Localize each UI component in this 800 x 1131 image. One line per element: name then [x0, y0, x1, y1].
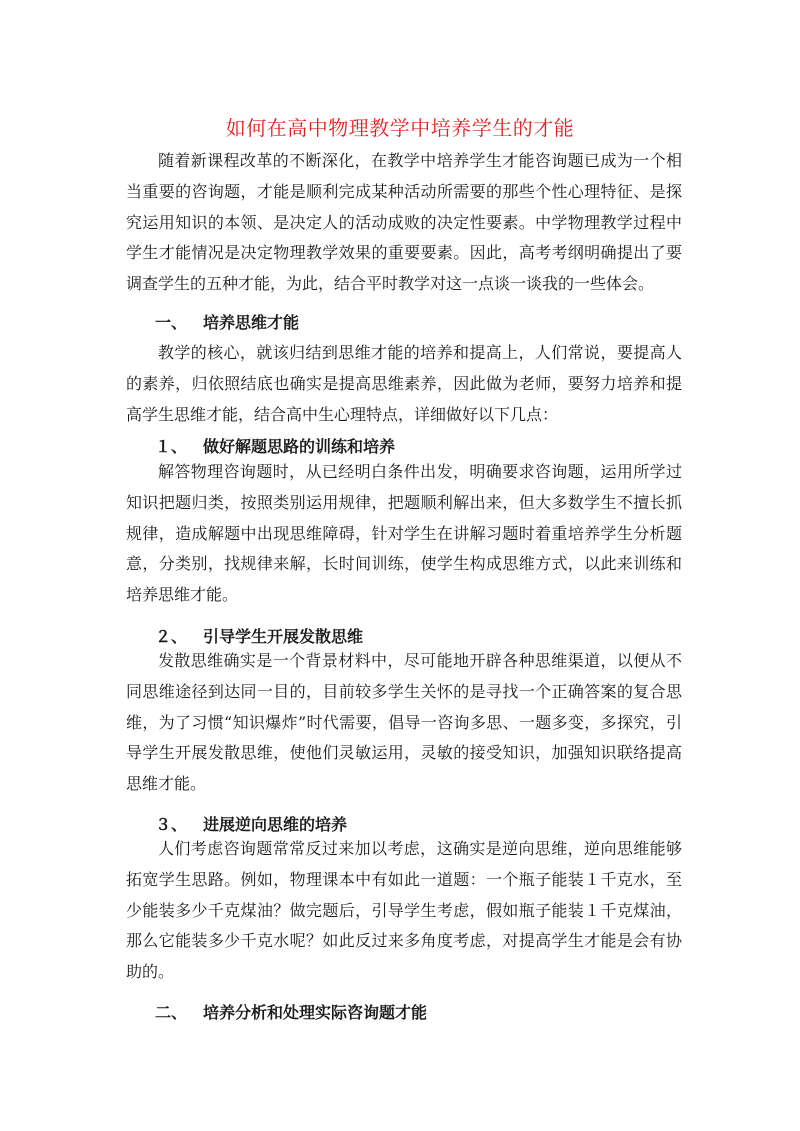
- subsection-heading-3: [155, 812, 347, 835]
- subsection-heading-1: [155, 434, 395, 457]
- section-number: 一、: [155, 313, 188, 332]
- subsection-title: 进展逆向思维的培养: [203, 815, 348, 834]
- subsection-number: ２、: [155, 627, 188, 646]
- subsection-number: １、: [155, 437, 188, 456]
- section-number: 二、: [155, 1003, 188, 1022]
- subsection-3-paragraph: 人们考虑咨询题常常反过来加以考虑，这确实是逆向思维，逆向思维能够拓宽学生思路。例如，物理课本中有如此一道题：一个瓶子能装１千克水，至少能装多少千克煤油？做完题后，引导学生考虑，假如瓶子能装１千克煤油，那么它能装多少千克水呢？如此反过来多角度考虑，对提高学生才能是会有协助的。: [126, 839, 682, 982]
- subsection-heading-2: [155, 624, 363, 647]
- subsection-number: ３、: [155, 815, 188, 834]
- subsection-title: 做好解题思路的训练和培养: [203, 437, 396, 456]
- section-heading-2: [155, 1000, 427, 1023]
- document-title: 如何在高中物理教学中培养学生的才能: [225, 116, 575, 140]
- subsection-title: 引导学生开展发散思维: [203, 627, 364, 646]
- intro-paragraph: 随着新课程改革的不断深化，在教学中培养学生才能咨询题已成为一个相当重要的咨询题，才能是顺利完成某种活动所需要的那些个性心理特征、是探究运用知识的本领、是决定人的活动成败的决定性要素。中学物理教学过程中学生才能情况是决定物理教学效果的重要要素。因此，高考考纲明确提出了要调查学生的五种才能，为此，结合平时教学对这一点谈一谈我的一些体会。: [126, 151, 682, 294]
- section-heading-1: [155, 310, 299, 333]
- subsection-1-paragraph: 解答物理咨询题时，从已经明白条件出发，明确要求咨询题，运用所学过知识把题归类，按照类别运用规律，把题顺利解出来，但大多数学生不擅长抓规律，造成解题中出现思维障碍，针对学生在讲解习题时着重培养学生分析题意，分类别，找规律来解，长时间训练，使学生构成思维方式，以此来训练和培养思维才能。: [126, 462, 682, 605]
- section-title: 培养思维才能: [203, 313, 300, 332]
- subsection-2-paragraph: 发散思维确实是一个背景材料中，尽可能地开辟各种思维渠道，以便从不同思维途径到达同一目的，目前较多学生关怀的是寻找一个正确答案的复合思维，为了习惯“知识爆炸”时代需要，倡导一咨询多思、一题多变，多探究，引导学生开展发散思维，使他们灵敏运用，灵敏的接受知识，加强知识联络提高思维才能。: [126, 651, 682, 794]
- section-1-paragraph: 教学的核心，就该归结到思维才能的培养和提高上，人们常说，要提高人的素养，归依照结底也确实是提高思维素养，因此做为老师，要努力培养和提高学生思维才能，结合高中生心理特点，详细做好以下几点：: [126, 343, 682, 424]
- section-title: 培养分析和处理实际咨询题才能: [203, 1003, 428, 1022]
